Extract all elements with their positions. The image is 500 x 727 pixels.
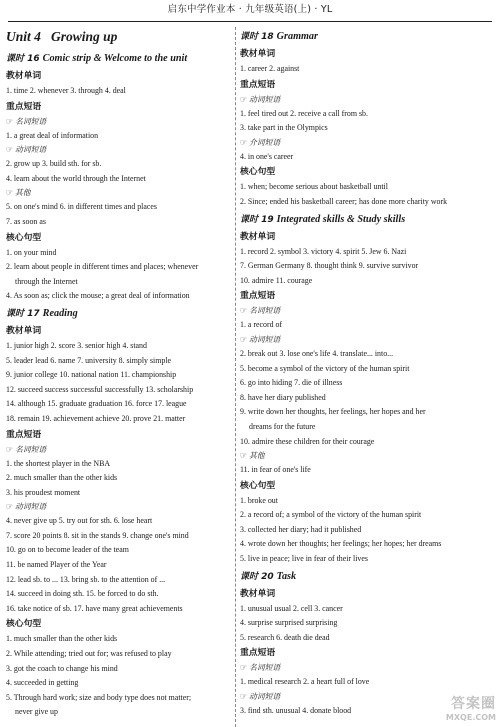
pointer-icon: ☞ [240, 306, 247, 316]
answer-line: 6. go into hiding 7. die of illness [240, 378, 343, 388]
answer-line: 5. become a symbol of the victory of the human spirit [240, 363, 410, 373]
section-heading: 核心句型 [240, 167, 276, 178]
subsection-heading [6, 143, 232, 157]
subsection-label: 动词短语 [249, 692, 281, 702]
section-heading: 重点短语 [240, 79, 276, 90]
answer-line: 2. a record of; a symbol of the victory of the human spirit [240, 510, 422, 520]
answer-line: 1. career 2. against [240, 64, 300, 73]
unit-name: Growing up [51, 29, 118, 44]
answer-line: 4. surprise surprised surprising [240, 618, 338, 628]
answer-line: 7. as soon as [6, 216, 46, 226]
answer-line: 14. although 15. graduate graduation 16. force 17. league [6, 399, 187, 409]
section-heading: 教材单词 [240, 588, 276, 599]
section-heading: 核心句型 [240, 480, 276, 491]
subsection-label: 介词短语 [249, 137, 281, 147]
section-heading: 核心句型 [6, 232, 42, 243]
subsection-heading [240, 449, 496, 463]
pointer-icon: ☞ [240, 451, 247, 461]
lesson-title: Task [276, 570, 297, 582]
column-divider [235, 27, 236, 727]
answer-line: 3. find sth. unusual 4. donate blood [240, 706, 352, 716]
lesson-number: 课时 18 [240, 32, 274, 42]
pointer-icon: ☞ [6, 116, 13, 126]
section-heading: 教材单词 [6, 325, 42, 336]
section-heading: 教材单词 [240, 231, 276, 242]
answer-line: 1. unusual usual 2. cell 3. cancer [240, 603, 343, 613]
answer-line: 12. lead sb. to ... 13. bring sb. to the attention of ... [6, 574, 166, 584]
subsection-label: 动词短语 [15, 502, 47, 512]
answer-line: 4. never give up 5. try out for sth. 6. lose heart [6, 516, 153, 526]
pointer-icon: ☞ [240, 663, 247, 673]
answer-line: 1. medical research 2. a heart full of love [240, 677, 370, 687]
answer-line: 11. be named Player of the Year [6, 560, 107, 570]
answer-line: 7. score 20 points 8. sit in the stands 9. change one's mind [6, 530, 189, 540]
answer-line: 5. Through hard work; size and body type does not matter; [6, 692, 192, 702]
answer-line: 3. his proudest moment [6, 487, 81, 497]
subsection-heading [6, 500, 232, 514]
answer-line: 3. collected her diary; had it published [240, 524, 362, 534]
answer-line: 10. admire 11. courage [240, 275, 313, 285]
lesson-title: Grammar [276, 31, 318, 42]
answer-line: 4. As soon as; click the mouse; a great deal of information [6, 291, 190, 301]
pointer-icon: ☞ [240, 137, 247, 147]
section-heading: 核心句型 [6, 619, 42, 630]
answer-line: 2. Since; ended his basketball career; has done more charity work [240, 196, 448, 206]
answer-line: 1. time 2. whenever 3. through 4. deal [6, 86, 126, 95]
answer-line: 10. admire these children for their courage [240, 436, 375, 446]
answer-line: 4. wrote down her thoughts; her feelings; her hopes; her dreams [240, 539, 442, 549]
subsection-heading [240, 93, 496, 107]
answer-line: 1. on your mind [6, 247, 57, 257]
lesson-number: 课时 20 [240, 571, 274, 582]
answer-line: 3. take part in the Olympics [240, 123, 328, 133]
answer-line: 12. succeed success successful successfully 13. scholarship [6, 384, 194, 394]
answer-line: 1. a record of [240, 320, 283, 330]
left-items [6, 50, 232, 720]
watermark-logo [436, 693, 496, 722]
lesson-heading [240, 28, 496, 46]
answer-line: 10. go on to become leader of the team [6, 545, 129, 555]
answer-line: 1. much smaller than the other kids [6, 634, 118, 644]
lesson-heading [240, 211, 496, 229]
answer-line: 1. a great deal of information [6, 130, 99, 140]
lesson-title: Reading [42, 307, 78, 319]
subsection-label: 名词短语 [15, 116, 47, 126]
subsection-heading [240, 304, 496, 318]
answer-line: 14. succeed in doing sth. 15. be forced to do sth. [6, 589, 159, 599]
answer-line: 4. in one's career [240, 151, 294, 161]
answer-line: 1. broke out [240, 495, 278, 505]
pointer-icon: ☞ [6, 188, 13, 198]
pointer-icon: ☞ [6, 444, 13, 454]
answer-line: through the Internet [15, 276, 78, 286]
answer-line: 8. have her diary published [240, 392, 326, 402]
subsection-label: 其他 [249, 451, 265, 461]
answer-line: never give up [15, 707, 58, 717]
section-heading: 重点短语 [6, 101, 42, 112]
right-items [240, 28, 496, 719]
pointer-icon: ☞ [240, 334, 247, 344]
left-column [6, 27, 232, 720]
answer-line: 1. the shortest player in the NBA [6, 458, 111, 468]
page-header: 启东中学作业本 · 九年级英语(上) · YL [167, 4, 333, 15]
subsection-label: 名词短语 [249, 306, 281, 316]
answer-line: 1. record 2. symbol 3. victory 4. spirit 5. Jew 6. Nazi [240, 246, 407, 256]
answer-line: 9. write down her thoughts, her feelings, her hopes and her [240, 407, 426, 417]
subsection-label: 动词短语 [15, 145, 47, 155]
unit-title [6, 27, 232, 47]
answer-line: 4. succeeded in getting [6, 678, 79, 688]
header-rule [8, 21, 492, 22]
answer-line: 18. remain 19. achievement achieve 20. prove 21. matter [6, 413, 186, 423]
answer-line: 3. got the coach to change his mind [6, 663, 118, 673]
pointer-icon: ☞ [240, 94, 247, 104]
pointer-icon: ☞ [240, 692, 247, 702]
subsection-heading [240, 136, 496, 150]
answer-line: 2. break out 3. lose one's life 4. translate... into... [240, 348, 394, 358]
answer-line: 16. take notice of sb. 17. have many great achievements [6, 603, 183, 613]
answer-line: 11. in fear of one's life [240, 465, 311, 475]
subsection-label: 名词短语 [249, 663, 281, 673]
subsection-label: 动词短语 [249, 94, 281, 104]
subsection-label: 名词短语 [15, 444, 47, 454]
section-heading: 重点短语 [240, 648, 276, 659]
answer-line: 1. when; become serious about basketball until [240, 182, 388, 192]
section-heading: 重点短语 [240, 291, 276, 302]
subsection-heading [6, 443, 232, 457]
subsection-label: 其他 [15, 188, 31, 198]
watermark-cn: 答案圈 [451, 696, 496, 712]
lesson-number: 课时 17 [6, 308, 40, 319]
answer-line: 2. grow up 3. build sth. for sb. [6, 159, 102, 169]
subsection-heading [6, 115, 232, 129]
subsection-heading [240, 661, 496, 675]
lesson-title: Comic strip & Welcome to the unit [42, 53, 188, 64]
answer-line: 5. leader lead 6. name 7. university 8. simply simple [6, 355, 172, 365]
answer-line: 9. junior college 10. national nation 11. championship [6, 370, 177, 380]
answer-line: dreams for the future [249, 421, 316, 431]
answer-line: 1. junior high 2. score 3. senior high 4. stand [6, 340, 147, 350]
subsection-label: 动词短语 [249, 334, 281, 344]
pointer-icon: ☞ [6, 502, 13, 512]
pointer-icon: ☞ [6, 145, 13, 155]
answer-line: 5. live in peace; live in fear of their lives [240, 554, 368, 564]
answer-line: 4. learn about the world through the Internet [6, 173, 146, 183]
section-heading: 教材单词 [6, 71, 42, 81]
lesson-number: 课时 19 [240, 214, 274, 225]
section-heading: 重点短语 [6, 429, 42, 440]
lesson-heading [6, 305, 232, 323]
answer-line: 2. learn about people in different times and places; whenever [6, 262, 199, 272]
subsection-heading [240, 333, 496, 347]
lesson-heading [240, 568, 496, 586]
answer-line: 5. research 6. death die dead [240, 632, 330, 642]
unit-number: Unit 4 [6, 29, 41, 44]
answer-line: 1. feel tired out 2. receive a call from sb. [240, 108, 368, 118]
answer-line: 7. German Germany 8. thought think 9. survive survivor [240, 261, 419, 271]
lesson-heading [6, 50, 232, 68]
lesson-number: 课时 16 [6, 54, 40, 64]
answer-line: 5. on one's mind 6. in different times and places [6, 202, 157, 212]
watermark-en: MXQE.COM [445, 713, 496, 722]
subsection-heading [6, 186, 232, 200]
right-column [240, 27, 496, 719]
answer-line: 2. While attending; tried out for; was refused to play [6, 649, 172, 659]
lesson-title: Integrated skills & Study skills [276, 213, 406, 225]
answer-line: 2. much smaller than the other kids [6, 473, 118, 483]
section-heading: 教材单词 [240, 49, 276, 59]
